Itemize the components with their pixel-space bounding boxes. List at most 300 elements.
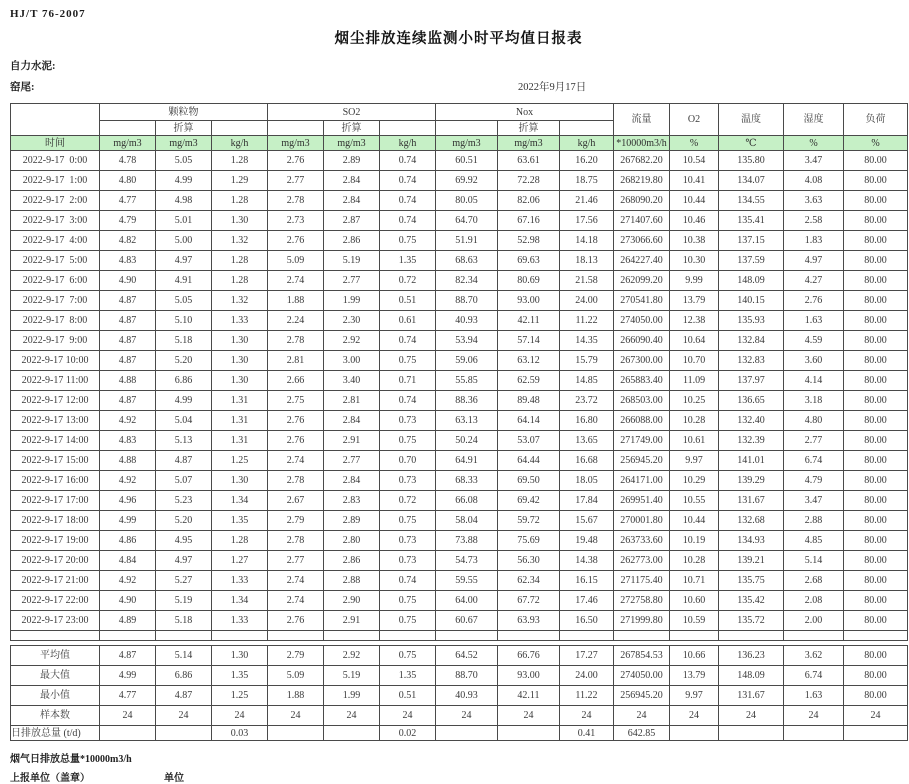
value-cell: 4.97 (156, 251, 212, 271)
value-cell: 2.68 (784, 571, 844, 591)
blank-cell (268, 121, 324, 136)
value-cell: 134.55 (719, 191, 784, 211)
value-cell: 271749.00 (614, 431, 670, 451)
value-cell: 18.05 (560, 471, 614, 491)
value-cell: 1.99 (324, 291, 380, 311)
value-cell: 4.99 (156, 391, 212, 411)
blank-cell (100, 121, 156, 136)
time-cell: 2022-9-17 0:00 (11, 151, 100, 171)
table-row (11, 231, 908, 251)
value-cell: 10.25 (670, 391, 719, 411)
summary-rows (11, 646, 908, 741)
unit-header: mg/m3 (100, 136, 156, 151)
value-cell: 62.59 (498, 371, 560, 391)
value-cell: 4.59 (784, 331, 844, 351)
summary-value-cell (324, 726, 380, 741)
summary-value-cell: 24 (436, 706, 498, 726)
table-row (11, 151, 908, 171)
value-cell: 56.30 (498, 551, 560, 571)
value-cell: 136.65 (719, 391, 784, 411)
value-cell: 137.15 (719, 231, 784, 251)
group-particulate: 颗粒物 (100, 104, 268, 121)
time-cell: 2022-9-17 11:00 (11, 371, 100, 391)
summary-value-cell: 64.52 (436, 646, 498, 666)
value-cell: 4.80 (784, 411, 844, 431)
value-cell: 10.70 (670, 351, 719, 371)
value-cell: 80.00 (844, 291, 908, 311)
value-cell: 2.24 (268, 311, 324, 331)
value-cell: 67.72 (498, 591, 560, 611)
value-cell: 4.83 (100, 251, 156, 271)
table-row (11, 471, 908, 491)
value-cell: 0.73 (380, 411, 436, 431)
value-cell: 2.76 (784, 291, 844, 311)
table-row (11, 491, 908, 511)
unit-header: mg/m3 (436, 136, 498, 151)
value-cell: 132.40 (719, 411, 784, 431)
value-cell: 10.28 (670, 411, 719, 431)
value-cell: 2.76 (268, 431, 324, 451)
value-cell: 2.88 (784, 511, 844, 531)
value-cell: 135.80 (719, 151, 784, 171)
value-cell: 1.31 (212, 411, 268, 431)
value-cell: 273066.60 (614, 231, 670, 251)
spacer-row (11, 631, 908, 641)
value-cell: 59.72 (498, 511, 560, 531)
value-cell: 54.73 (436, 551, 498, 571)
value-cell: 4.27 (784, 271, 844, 291)
value-cell: 80.00 (844, 391, 908, 411)
blank-cell (380, 631, 436, 641)
value-cell: 80.00 (844, 271, 908, 291)
report-unit-label: 上报单位（盖章） (10, 773, 90, 784)
blank-cell (212, 631, 268, 641)
value-cell: 10.60 (670, 591, 719, 611)
value-cell: 3.00 (324, 351, 380, 371)
value-cell: 0.71 (380, 371, 436, 391)
value-cell: 1.30 (212, 211, 268, 231)
summary-value-cell (844, 726, 908, 741)
value-cell: 80.00 (844, 451, 908, 471)
value-cell: 2.78 (268, 531, 324, 551)
summary-value-cell: 131.67 (719, 686, 784, 706)
value-cell: 80.00 (844, 191, 908, 211)
value-cell: 134.93 (719, 531, 784, 551)
value-cell: 66.08 (436, 491, 498, 511)
value-cell: 82.34 (436, 271, 498, 291)
value-cell: 80.00 (844, 611, 908, 631)
value-cell: 16.50 (560, 611, 614, 631)
table-row (11, 211, 908, 231)
summary-value-cell: 5.09 (268, 666, 324, 686)
value-cell: 14.18 (560, 231, 614, 251)
value-cell: 0.73 (380, 471, 436, 491)
value-cell: 1.83 (784, 231, 844, 251)
value-cell: 274050.00 (614, 311, 670, 331)
value-cell: 5.19 (156, 591, 212, 611)
value-cell: 141.01 (719, 451, 784, 471)
value-cell: 5.19 (324, 251, 380, 271)
col-load: 负荷 (844, 104, 908, 136)
value-cell: 271175.40 (614, 571, 670, 591)
blank-cell (324, 631, 380, 641)
time-cell: 2022-9-17 1:00 (11, 171, 100, 191)
time-cell: 2022-9-17 3:00 (11, 211, 100, 231)
time-cell: 2022-9-17 4:00 (11, 231, 100, 251)
value-cell: 18.13 (560, 251, 614, 271)
unit-header: *10000m3/h (614, 136, 670, 151)
summary-value-cell: 24 (498, 706, 560, 726)
value-cell: 64.70 (436, 211, 498, 231)
value-cell: 0.74 (380, 391, 436, 411)
value-cell: 1.29 (212, 171, 268, 191)
value-cell: 5.14 (784, 551, 844, 571)
summary-value-cell: 6.86 (156, 666, 212, 686)
value-cell: 1.31 (212, 431, 268, 451)
time-cell: 2022-9-17 8:00 (11, 311, 100, 331)
value-cell: 10.28 (670, 551, 719, 571)
flue-total-label: 烟气日排放总量*10000m3/h (10, 754, 132, 765)
value-cell: 1.33 (212, 571, 268, 591)
summary-value-cell: 6.74 (784, 666, 844, 686)
summary-value-cell: 24 (784, 706, 844, 726)
value-cell: 10.41 (670, 171, 719, 191)
summary-value-cell (156, 726, 212, 741)
summary-value-cell: 1.63 (784, 686, 844, 706)
report-date: 2022年9月17日 (518, 82, 587, 93)
value-cell: 2.78 (268, 331, 324, 351)
value-cell: 0.75 (380, 231, 436, 251)
value-cell: 266090.40 (614, 331, 670, 351)
summary-value-cell: 24 (324, 706, 380, 726)
value-cell: 4.99 (156, 171, 212, 191)
time-cell: 2022-9-17 23:00 (11, 611, 100, 631)
summary-value-cell: 267854.53 (614, 646, 670, 666)
value-cell: 53.94 (436, 331, 498, 351)
value-cell: 2.74 (268, 591, 324, 611)
value-cell: 2.75 (268, 391, 324, 411)
value-cell: 14.35 (560, 331, 614, 351)
value-cell: 2.00 (784, 611, 844, 631)
value-cell: 17.56 (560, 211, 614, 231)
value-cell: 1.28 (212, 191, 268, 211)
summary-value-cell: 1.35 (380, 666, 436, 686)
value-cell: 132.68 (719, 511, 784, 531)
value-cell: 0.70 (380, 451, 436, 471)
value-cell: 1.28 (212, 271, 268, 291)
summary-value-cell: 24 (156, 706, 212, 726)
summary-value-cell: 13.79 (670, 666, 719, 686)
converted-label-so2: 折算 (324, 121, 380, 136)
value-cell: 68.63 (436, 251, 498, 271)
value-cell: 1.31 (212, 391, 268, 411)
value-cell: 2.83 (324, 491, 380, 511)
blank-cell (614, 631, 670, 641)
summary-value-cell: 88.70 (436, 666, 498, 686)
group-so2: SO2 (268, 104, 436, 121)
value-cell: 2.30 (324, 311, 380, 331)
value-cell: 93.00 (498, 291, 560, 311)
value-cell: 268090.20 (614, 191, 670, 211)
time-cell: 2022-9-17 16:00 (11, 471, 100, 491)
summary-value-cell: 24 (670, 706, 719, 726)
value-cell: 1.27 (212, 551, 268, 571)
value-cell: 5.07 (156, 471, 212, 491)
value-cell: 10.30 (670, 251, 719, 271)
value-cell: 80.00 (844, 471, 908, 491)
value-cell: 2.08 (784, 591, 844, 611)
value-cell: 4.87 (100, 391, 156, 411)
summary-value-cell (436, 726, 498, 741)
value-cell: 3.47 (784, 491, 844, 511)
value-cell: 5.13 (156, 431, 212, 451)
value-cell: 4.88 (100, 451, 156, 471)
value-cell: 67.16 (498, 211, 560, 231)
summary-row (11, 646, 908, 666)
value-cell: 4.87 (100, 351, 156, 371)
blank-cell (436, 631, 498, 641)
time-cell: 2022-9-17 22:00 (11, 591, 100, 611)
value-cell: 2.89 (324, 511, 380, 531)
value-cell: 80.00 (844, 351, 908, 371)
value-cell: 4.85 (784, 531, 844, 551)
value-cell: 269951.40 (614, 491, 670, 511)
value-cell: 57.14 (498, 331, 560, 351)
value-cell: 270001.80 (614, 511, 670, 531)
value-cell: 2.84 (324, 171, 380, 191)
summary-value-cell: 10.66 (670, 646, 719, 666)
value-cell: 23.72 (560, 391, 614, 411)
value-cell: 55.85 (436, 371, 498, 391)
value-cell: 2.87 (324, 211, 380, 231)
value-cell: 10.71 (670, 571, 719, 591)
value-cell: 2.78 (268, 191, 324, 211)
value-cell: 5.09 (268, 251, 324, 271)
value-cell: 0.75 (380, 431, 436, 451)
summary-value-cell (784, 726, 844, 741)
data-rows (11, 151, 908, 641)
value-cell: 16.20 (560, 151, 614, 171)
value-cell: 40.93 (436, 311, 498, 331)
table-row (11, 531, 908, 551)
value-cell: 59.55 (436, 571, 498, 591)
time-cell: 2022-9-17 10:00 (11, 351, 100, 371)
table-row (11, 191, 908, 211)
summary-value-cell: 40.93 (436, 686, 498, 706)
value-cell: 2.74 (268, 571, 324, 591)
meta-row (10, 79, 907, 93)
blank-cell (212, 121, 268, 136)
converted-label-particulate: 折算 (156, 121, 212, 136)
group-header-row (11, 104, 908, 121)
table-row (11, 591, 908, 611)
value-cell: 3.63 (784, 191, 844, 211)
unit-header: kg/h (560, 136, 614, 151)
value-cell: 80.00 (844, 491, 908, 511)
summary-value-cell: 24 (212, 706, 268, 726)
summary-value-cell: 17.27 (560, 646, 614, 666)
company-label: 自力水泥: (10, 61, 56, 72)
summary-label: 日排放总量 (t/d) (11, 726, 100, 741)
value-cell: 10.29 (670, 471, 719, 491)
time-header: 时间 (11, 136, 100, 151)
value-cell: 137.59 (719, 251, 784, 271)
value-cell: 132.84 (719, 331, 784, 351)
value-cell: 4.89 (100, 611, 156, 631)
value-cell: 80.00 (844, 311, 908, 331)
value-cell: 80.00 (844, 571, 908, 591)
time-cell: 2022-9-17 13:00 (11, 411, 100, 431)
blank-cell (844, 631, 908, 641)
summary-value-cell: 0.51 (380, 686, 436, 706)
value-cell: 272758.80 (614, 591, 670, 611)
value-cell: 0.75 (380, 511, 436, 531)
value-cell: 1.28 (212, 251, 268, 271)
blank-cell (380, 121, 436, 136)
value-cell: 135.75 (719, 571, 784, 591)
value-cell: 80.00 (844, 371, 908, 391)
summary-value-cell: 80.00 (844, 686, 908, 706)
value-cell: 17.84 (560, 491, 614, 511)
value-cell: 5.20 (156, 511, 212, 531)
table-row (11, 611, 908, 631)
value-cell: 6.74 (784, 451, 844, 471)
value-cell: 2.79 (268, 511, 324, 531)
col-humidity: 湿度 (784, 104, 844, 136)
value-cell: 52.98 (498, 231, 560, 251)
summary-label: 最小值 (11, 686, 100, 706)
value-cell: 18.75 (560, 171, 614, 191)
value-cell: 89.48 (498, 391, 560, 411)
value-cell: 132.39 (719, 431, 784, 451)
summary-value-cell: 5.14 (156, 646, 212, 666)
summary-value-cell: 80.00 (844, 666, 908, 686)
corner-blank-cell (11, 104, 100, 136)
value-cell: 4.98 (156, 191, 212, 211)
value-cell: 268219.80 (614, 171, 670, 191)
value-cell: 5.20 (156, 351, 212, 371)
value-cell: 2.80 (324, 531, 380, 551)
value-cell: 10.19 (670, 531, 719, 551)
value-cell: 5.00 (156, 231, 212, 251)
value-cell: 2.77 (324, 451, 380, 471)
value-cell: 88.36 (436, 391, 498, 411)
value-cell: 2.86 (324, 231, 380, 251)
summary-row (11, 686, 908, 706)
summary-value-cell (719, 726, 784, 741)
value-cell: 15.79 (560, 351, 614, 371)
summary-value-cell: 24 (560, 706, 614, 726)
value-cell: 3.60 (784, 351, 844, 371)
summary-value-cell: 1.88 (268, 686, 324, 706)
value-cell: 10.54 (670, 151, 719, 171)
summary-table (10, 645, 908, 741)
summary-label: 样本数 (11, 706, 100, 726)
value-cell: 1.88 (268, 291, 324, 311)
value-cell: 0.51 (380, 291, 436, 311)
value-cell: 80.00 (844, 231, 908, 251)
value-cell: 4.84 (100, 551, 156, 571)
summary-value-cell: 24.00 (560, 666, 614, 686)
value-cell: 69.92 (436, 171, 498, 191)
table-row (11, 391, 908, 411)
value-cell: 3.18 (784, 391, 844, 411)
value-cell: 69.63 (498, 251, 560, 271)
table-row (11, 411, 908, 431)
group-nox: Nox (436, 104, 614, 121)
table-row (11, 511, 908, 531)
summary-value-cell: 4.87 (100, 646, 156, 666)
value-cell: 50.24 (436, 431, 498, 451)
value-cell: 271407.60 (614, 211, 670, 231)
value-cell: 268503.00 (614, 391, 670, 411)
summary-value-cell (670, 726, 719, 741)
value-cell: 80.00 (844, 151, 908, 171)
value-cell: 2.76 (268, 411, 324, 431)
value-cell: 60.67 (436, 611, 498, 631)
value-cell: 5.05 (156, 291, 212, 311)
value-cell: 5.18 (156, 611, 212, 631)
value-cell: 15.67 (560, 511, 614, 531)
value-cell: 80.69 (498, 271, 560, 291)
summary-value-cell: 24 (844, 706, 908, 726)
blank-cell (784, 631, 844, 641)
value-cell: 2.81 (324, 391, 380, 411)
value-cell: 62.34 (498, 571, 560, 591)
value-cell: 4.92 (100, 571, 156, 591)
summary-value-cell: 9.97 (670, 686, 719, 706)
summary-value-cell (100, 726, 156, 741)
value-cell: 14.85 (560, 371, 614, 391)
value-cell: 4.14 (784, 371, 844, 391)
value-cell: 24.00 (560, 291, 614, 311)
blank-cell (436, 121, 498, 136)
blank-cell (560, 121, 614, 136)
value-cell: 0.74 (380, 331, 436, 351)
value-cell: 80.00 (844, 531, 908, 551)
value-cell: 63.61 (498, 151, 560, 171)
value-cell: 267300.00 (614, 351, 670, 371)
value-cell: 135.72 (719, 611, 784, 631)
time-cell: 2022-9-17 5:00 (11, 251, 100, 271)
value-cell: 2.76 (268, 611, 324, 631)
table-row (11, 351, 908, 371)
value-cell: 134.07 (719, 171, 784, 191)
value-cell: 69.42 (498, 491, 560, 511)
summary-value-cell: 5.19 (324, 666, 380, 686)
value-cell: 2.91 (324, 611, 380, 631)
blank-cell (11, 631, 100, 641)
value-cell: 262099.20 (614, 271, 670, 291)
value-cell: 80.00 (844, 331, 908, 351)
value-cell: 0.61 (380, 311, 436, 331)
value-cell: 4.78 (100, 151, 156, 171)
summary-value-cell: 4.87 (156, 686, 212, 706)
summary-value-cell: 274050.00 (614, 666, 670, 686)
value-cell: 0.75 (380, 351, 436, 371)
value-cell: 53.07 (498, 431, 560, 451)
summary-row (11, 706, 908, 726)
value-cell: 10.61 (670, 431, 719, 451)
value-cell: 264227.40 (614, 251, 670, 271)
value-cell: 11.09 (670, 371, 719, 391)
value-cell: 1.63 (784, 311, 844, 331)
value-cell: 4.87 (100, 331, 156, 351)
value-cell: 3.40 (324, 371, 380, 391)
value-cell: 270541.80 (614, 291, 670, 311)
summary-label: 最大值 (11, 666, 100, 686)
value-cell: 131.67 (719, 491, 784, 511)
